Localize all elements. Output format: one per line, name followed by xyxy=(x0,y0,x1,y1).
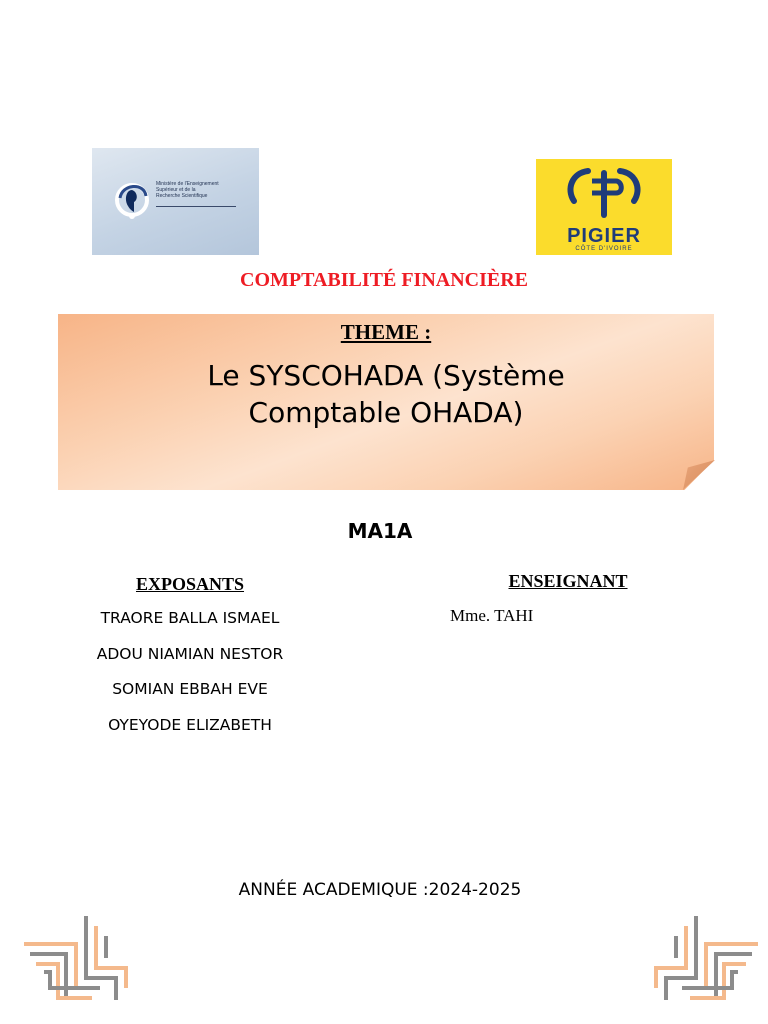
enseignant-heading: ENSEIGNANT xyxy=(508,571,628,591)
academic-year: ANNÉE ACADEMIQUE :2024-2025 xyxy=(238,880,522,900)
list-item: ADOU NIAMIAN NESTOR xyxy=(96,644,284,663)
teacher-name: Mme. TAHI xyxy=(450,606,534,625)
list-item: SOMIAN EBBAH EVE xyxy=(112,680,268,698)
exposants-list xyxy=(40,607,340,749)
list-item: OYEYODE ELIZABETH xyxy=(108,715,272,734)
corner-ornament-icon xyxy=(646,908,766,1008)
ministry-emblem-icon xyxy=(112,176,152,222)
school-logo xyxy=(536,159,672,255)
exposants-heading: EXPOSANTS xyxy=(135,574,245,594)
ministry-underline xyxy=(156,206,236,207)
theme-text xyxy=(58,357,714,431)
theme-label: THEME : xyxy=(340,320,432,344)
class-code: MA1A xyxy=(347,519,413,543)
list-item: TRAORE BALLA ISMAEL xyxy=(100,609,280,627)
theme-text-line-1: Le SYSCOHADA (Système xyxy=(207,359,565,392)
school-name: PIGIER xyxy=(567,225,641,247)
school-country: CÔTE D'IVOIRE xyxy=(575,246,633,252)
course-title: COMPTABILITÉ FINANCIÈRE xyxy=(240,269,528,291)
ministry-text: Ministère de l'Enseignement Supérieur et de la Recherche Scientifique xyxy=(156,181,219,200)
theme-text-line-2: Comptable OHADA) xyxy=(248,396,524,429)
ministry-logo xyxy=(92,148,259,255)
corner-ornament-icon xyxy=(16,908,136,1008)
pigier-mark-icon xyxy=(536,159,672,225)
